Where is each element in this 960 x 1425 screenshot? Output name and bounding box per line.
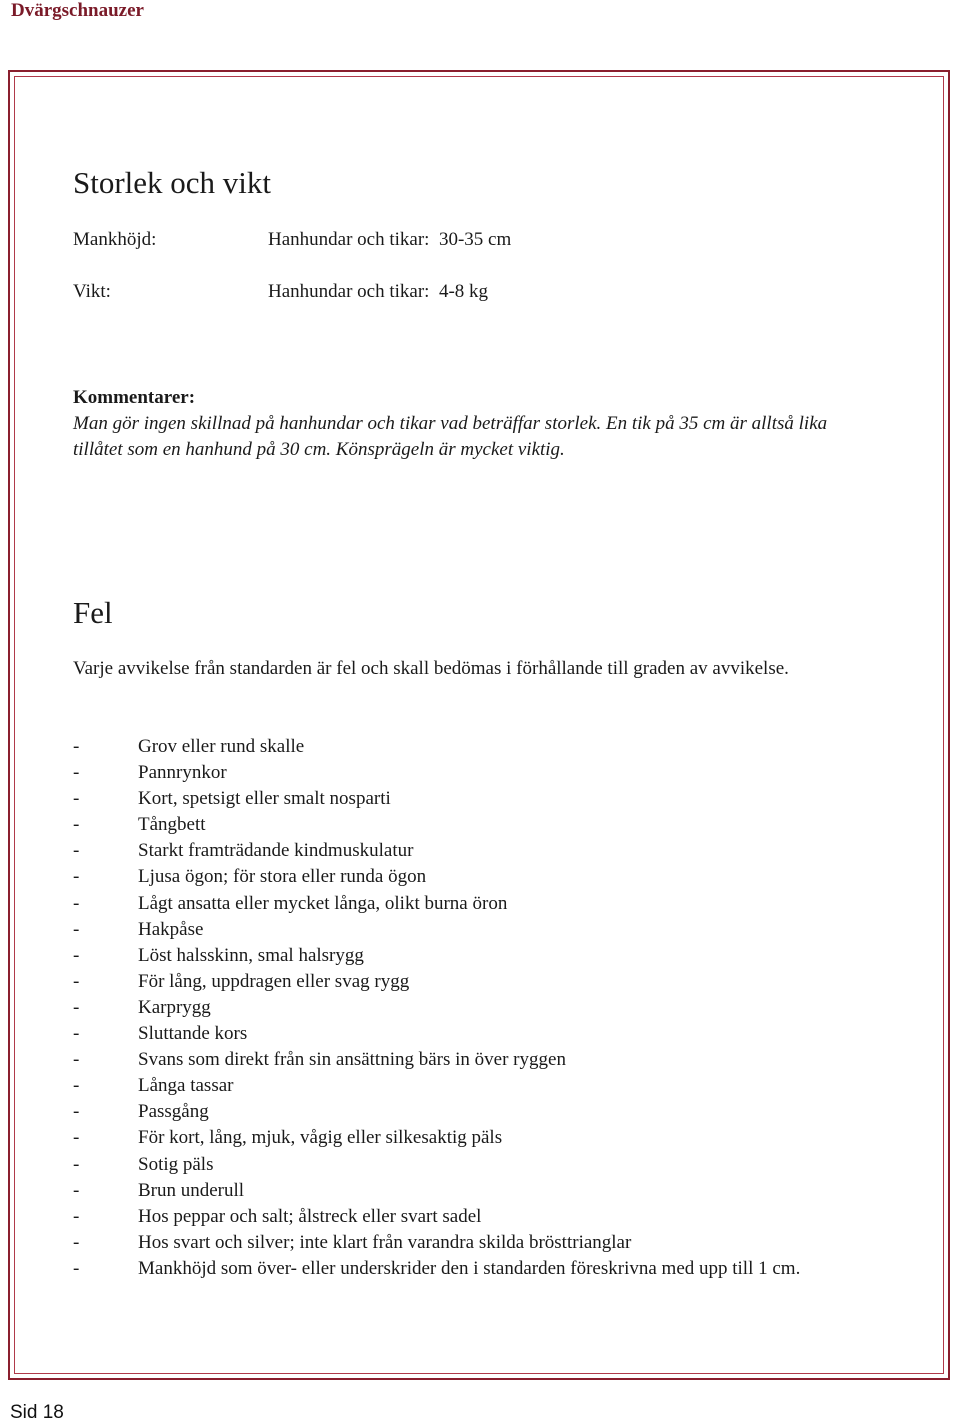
fault-text: Sluttande kors [138, 1023, 248, 1045]
fault-list-item [73, 864, 833, 890]
fault-text: Svans som direkt från sin ansättning bärs in över ryggen [138, 1049, 566, 1071]
fault-text: Långa tassar [138, 1075, 234, 1097]
fault-list-item [73, 1099, 833, 1125]
measurement-label: Vikt: [73, 281, 111, 302]
fault-text: Passgång [138, 1101, 209, 1123]
list-dash: - [73, 1023, 80, 1045]
fault-list-item [73, 995, 833, 1021]
list-dash: - [73, 1153, 80, 1175]
comments-text: Man gör ingen skillnad på hanhundar och tikar vad beträffar storlek. En tik på 35 cm är alltså lika tillåtet som en hanhund på 30 cm. Könsprägeln är mycket viktig. [73, 413, 828, 460]
fault-text: Sotig päls [138, 1153, 214, 1175]
fault-text: Mankhöjd som över- eller underskrider den i standarden föreskrivna med upp till 1 cm. [138, 1257, 801, 1279]
fault-list-item [73, 812, 833, 838]
comments-block [73, 385, 873, 463]
fault-text: Hos peppar och salt; ålstreck eller svart sadel [138, 1205, 482, 1227]
list-dash: - [73, 736, 80, 757]
list-dash: - [73, 1257, 80, 1279]
list-dash: - [73, 840, 80, 862]
list-dash: - [73, 1231, 80, 1253]
page-number: Sid 18 [10, 1402, 64, 1423]
fault-list-item [73, 734, 833, 760]
list-dash: - [73, 1127, 80, 1149]
fault-list [73, 734, 833, 1282]
fault-text: För kort, lång, mjuk, vågig eller silkesaktig päls [138, 1127, 503, 1149]
fault-text: För lång, uppdragen eller svag rygg [138, 970, 410, 992]
fault-list-item [73, 891, 833, 917]
fault-text: Grov eller rund skalle [138, 736, 305, 757]
list-dash: - [73, 970, 80, 992]
measurement-value: Hanhundar och tikar: 30-35 cm [268, 229, 512, 250]
fault-text: Kort, spetsigt eller smalt nosparti [138, 788, 391, 810]
list-dash: - [73, 788, 80, 810]
fault-text: Tångbett [138, 814, 206, 836]
measurement-label: Mankhöjd: [73, 229, 157, 250]
fault-list-item [73, 1021, 833, 1047]
fault-list-item [73, 943, 833, 969]
list-dash: - [73, 1179, 80, 1201]
fault-text: Karprygg [138, 996, 211, 1018]
list-dash: - [73, 814, 80, 836]
list-dash: - [73, 944, 80, 966]
fault-list-item [73, 838, 833, 864]
fault-list-item [73, 969, 833, 995]
fault-list-item [73, 786, 833, 812]
fault-list-item [73, 1204, 833, 1230]
list-dash: - [73, 996, 80, 1018]
fault-text: Lågt ansatta eller mycket långa, olikt burna öron [138, 892, 508, 914]
fault-list-item [73, 1047, 833, 1073]
fault-list-item [73, 760, 833, 786]
fault-text: Pannrynkor [138, 762, 227, 784]
faults-intro: Varje avvikelse från standarden är fel och skall bedömas i förhållande till graden av avvikelse. [73, 658, 789, 679]
fault-text: Ljusa ögon; för stora eller runda ögon [138, 866, 427, 888]
fault-text: Brun underull [138, 1179, 245, 1201]
list-dash: - [73, 1049, 80, 1071]
fault-list-item [73, 1256, 833, 1282]
comments-title: Kommentarer: [73, 387, 196, 408]
list-dash: - [73, 762, 80, 784]
fault-text: Hos svart och silver; inte klart från varandra skilda brösttrianglar [138, 1231, 632, 1253]
fault-text: Starkt framträdande kindmuskulatur [138, 840, 414, 862]
list-dash: - [73, 866, 80, 888]
list-dash: - [73, 918, 80, 940]
section-title-size: Storlek och vikt [73, 165, 272, 200]
fault-list-item [73, 1230, 833, 1256]
fault-list-item [73, 1178, 833, 1204]
measurement-value: Hanhundar och tikar: 4-8 kg [268, 281, 489, 302]
fault-list-item [73, 917, 833, 943]
fault-text: Hakpåse [138, 918, 204, 940]
fault-list-item [73, 1125, 833, 1151]
fault-text: Löst halsskinn, smal halsrygg [138, 944, 364, 966]
list-dash: - [73, 892, 80, 914]
running-header: Dvärgschnauzer [11, 0, 144, 21]
fault-list-item [73, 1073, 833, 1099]
list-dash: - [73, 1075, 80, 1097]
section-title-faults: Fel [73, 595, 113, 630]
fault-list-item [73, 1152, 833, 1178]
list-dash: - [73, 1205, 80, 1227]
list-dash: - [73, 1101, 80, 1123]
